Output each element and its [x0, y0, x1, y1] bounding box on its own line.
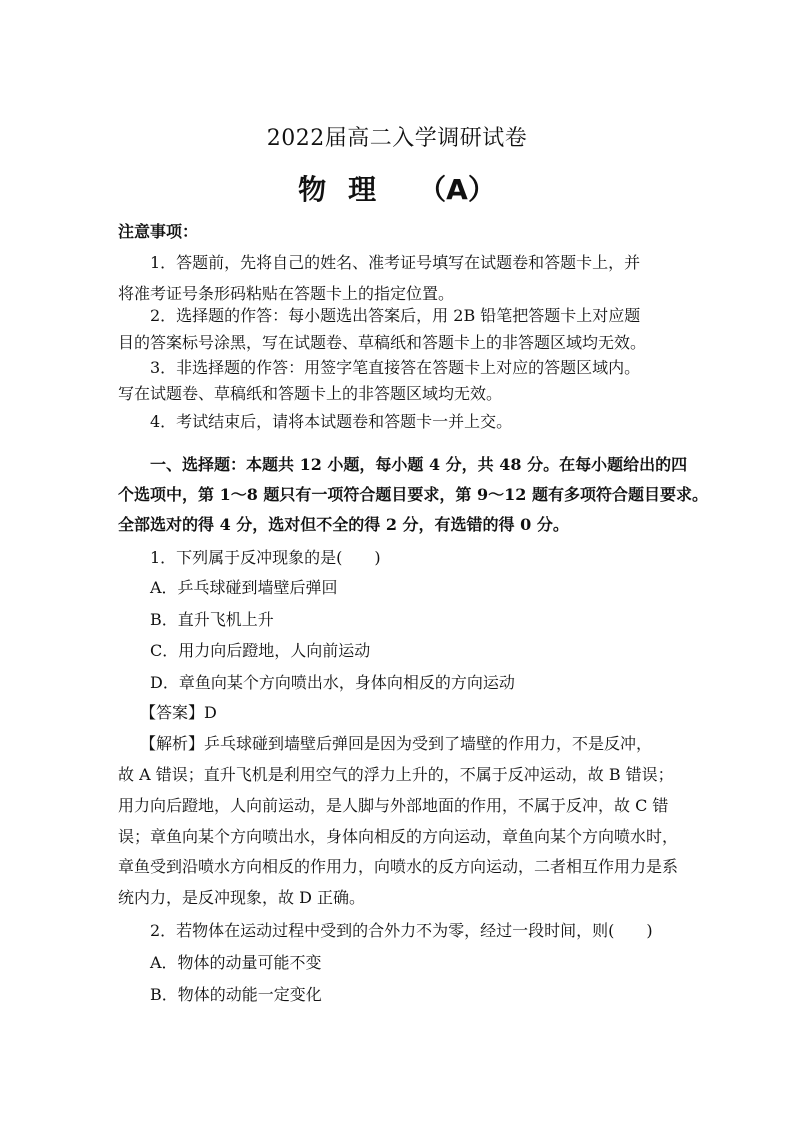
q2-stem: 2．若物体在运动过程中受到的合外力不为零，经过一段时间，则( )	[150, 921, 653, 940]
notice-heading: 注意事项：	[118, 222, 199, 241]
q1-option-d: D．章鱼向某个方向喷出水，身体向相反的方向运动	[150, 673, 515, 692]
q1-analysis-line-3: 用力向后蹬地，人向前运动，是人脚与外部地面的作用，不属于反冲，故 C 错	[118, 796, 669, 815]
notice-item-1-line-2: 将准考证号条形码粘贴在答题卡上的指定位置。	[118, 284, 455, 303]
q1-stem: 1．下列属于反冲现象的是( )	[150, 548, 381, 567]
notice-item-2-line-1: 2．选择题的作答：每小题选出答案后，用 2B 铅笔把答题卡上对应题	[150, 306, 641, 325]
q2-option-a: A．物体的动量可能不变	[150, 953, 322, 972]
q1-answer: 【答案】D	[140, 703, 217, 722]
q1-option-b: B．直升飞机上升	[150, 610, 274, 629]
q2-option-b: B．物体的动能一定变化	[150, 985, 322, 1004]
section-1-instructions-line-1: 一、选择题：本题共 12 小题，每小题 4 分，共 48 分。在每小题给出的四	[150, 455, 688, 474]
subject-version: （A）	[418, 173, 496, 206]
q1-analysis-line-6: 统内力，是反冲现象，故 D 正确。	[118, 888, 366, 907]
q1-analysis-line-1: 【解析】乒乓球碰到墙壁后弹回是因为受到了墙壁的作用力，不是反冲，	[140, 734, 653, 753]
section-1-instructions-line-3: 全部选对的得 4 分，选对但不全的得 2 分，有选错的得 0 分。	[118, 515, 569, 534]
notice-item-3-line-2: 写在试题卷、草稿纸和答题卡上的非答题区域均无效。	[118, 384, 503, 403]
subject-char-1: 物	[298, 173, 327, 206]
q1-analysis-line-4: 误；章鱼向某个方向喷出水，身体向相反的方向运动，章鱼向某个方向喷水时，	[118, 827, 679, 846]
subject-title	[0, 170, 794, 210]
notice-item-1-line-1: 1．答题前，先将自己的姓名、准考证号填写在试题卷和答题卡上，并	[150, 253, 641, 272]
q1-analysis-line-2: 故 A 错误；直升飞机是利用空气的浮力上升的，不属于反冲运动，故 B 错误；	[118, 765, 674, 784]
subject-char-2: 理	[348, 173, 377, 206]
notice-item-3-line-1: 3．非选择题的作答：用签字笔直接答在答题卡上对应的答题区域内。	[150, 358, 641, 377]
q1-option-c: C．用力向后蹬地，人向前运动	[150, 641, 371, 660]
q1-option-a: A．乒乓球碰到墙壁后弹回	[150, 578, 338, 597]
section-1-instructions-line-2: 个选项中，第 1～8 题只有一项符合题目要求，第 9～12 题有多项符合题目要求。	[118, 485, 708, 504]
q1-analysis-line-5: 章鱼受到沿喷水方向相反的作用力，向喷水的反方向运动，二者相互作用力是系	[118, 857, 679, 876]
notice-item-4: 4．考试结束后，请将本试题卷和答题卡一并上交。	[150, 412, 513, 431]
notice-item-2-line-2: 目的答案标号涂黑，写在试题卷、草稿纸和答题卡上的非答题区域均无效。	[118, 333, 647, 352]
exam-title: 2022届高二入学调研试卷	[266, 126, 528, 151]
